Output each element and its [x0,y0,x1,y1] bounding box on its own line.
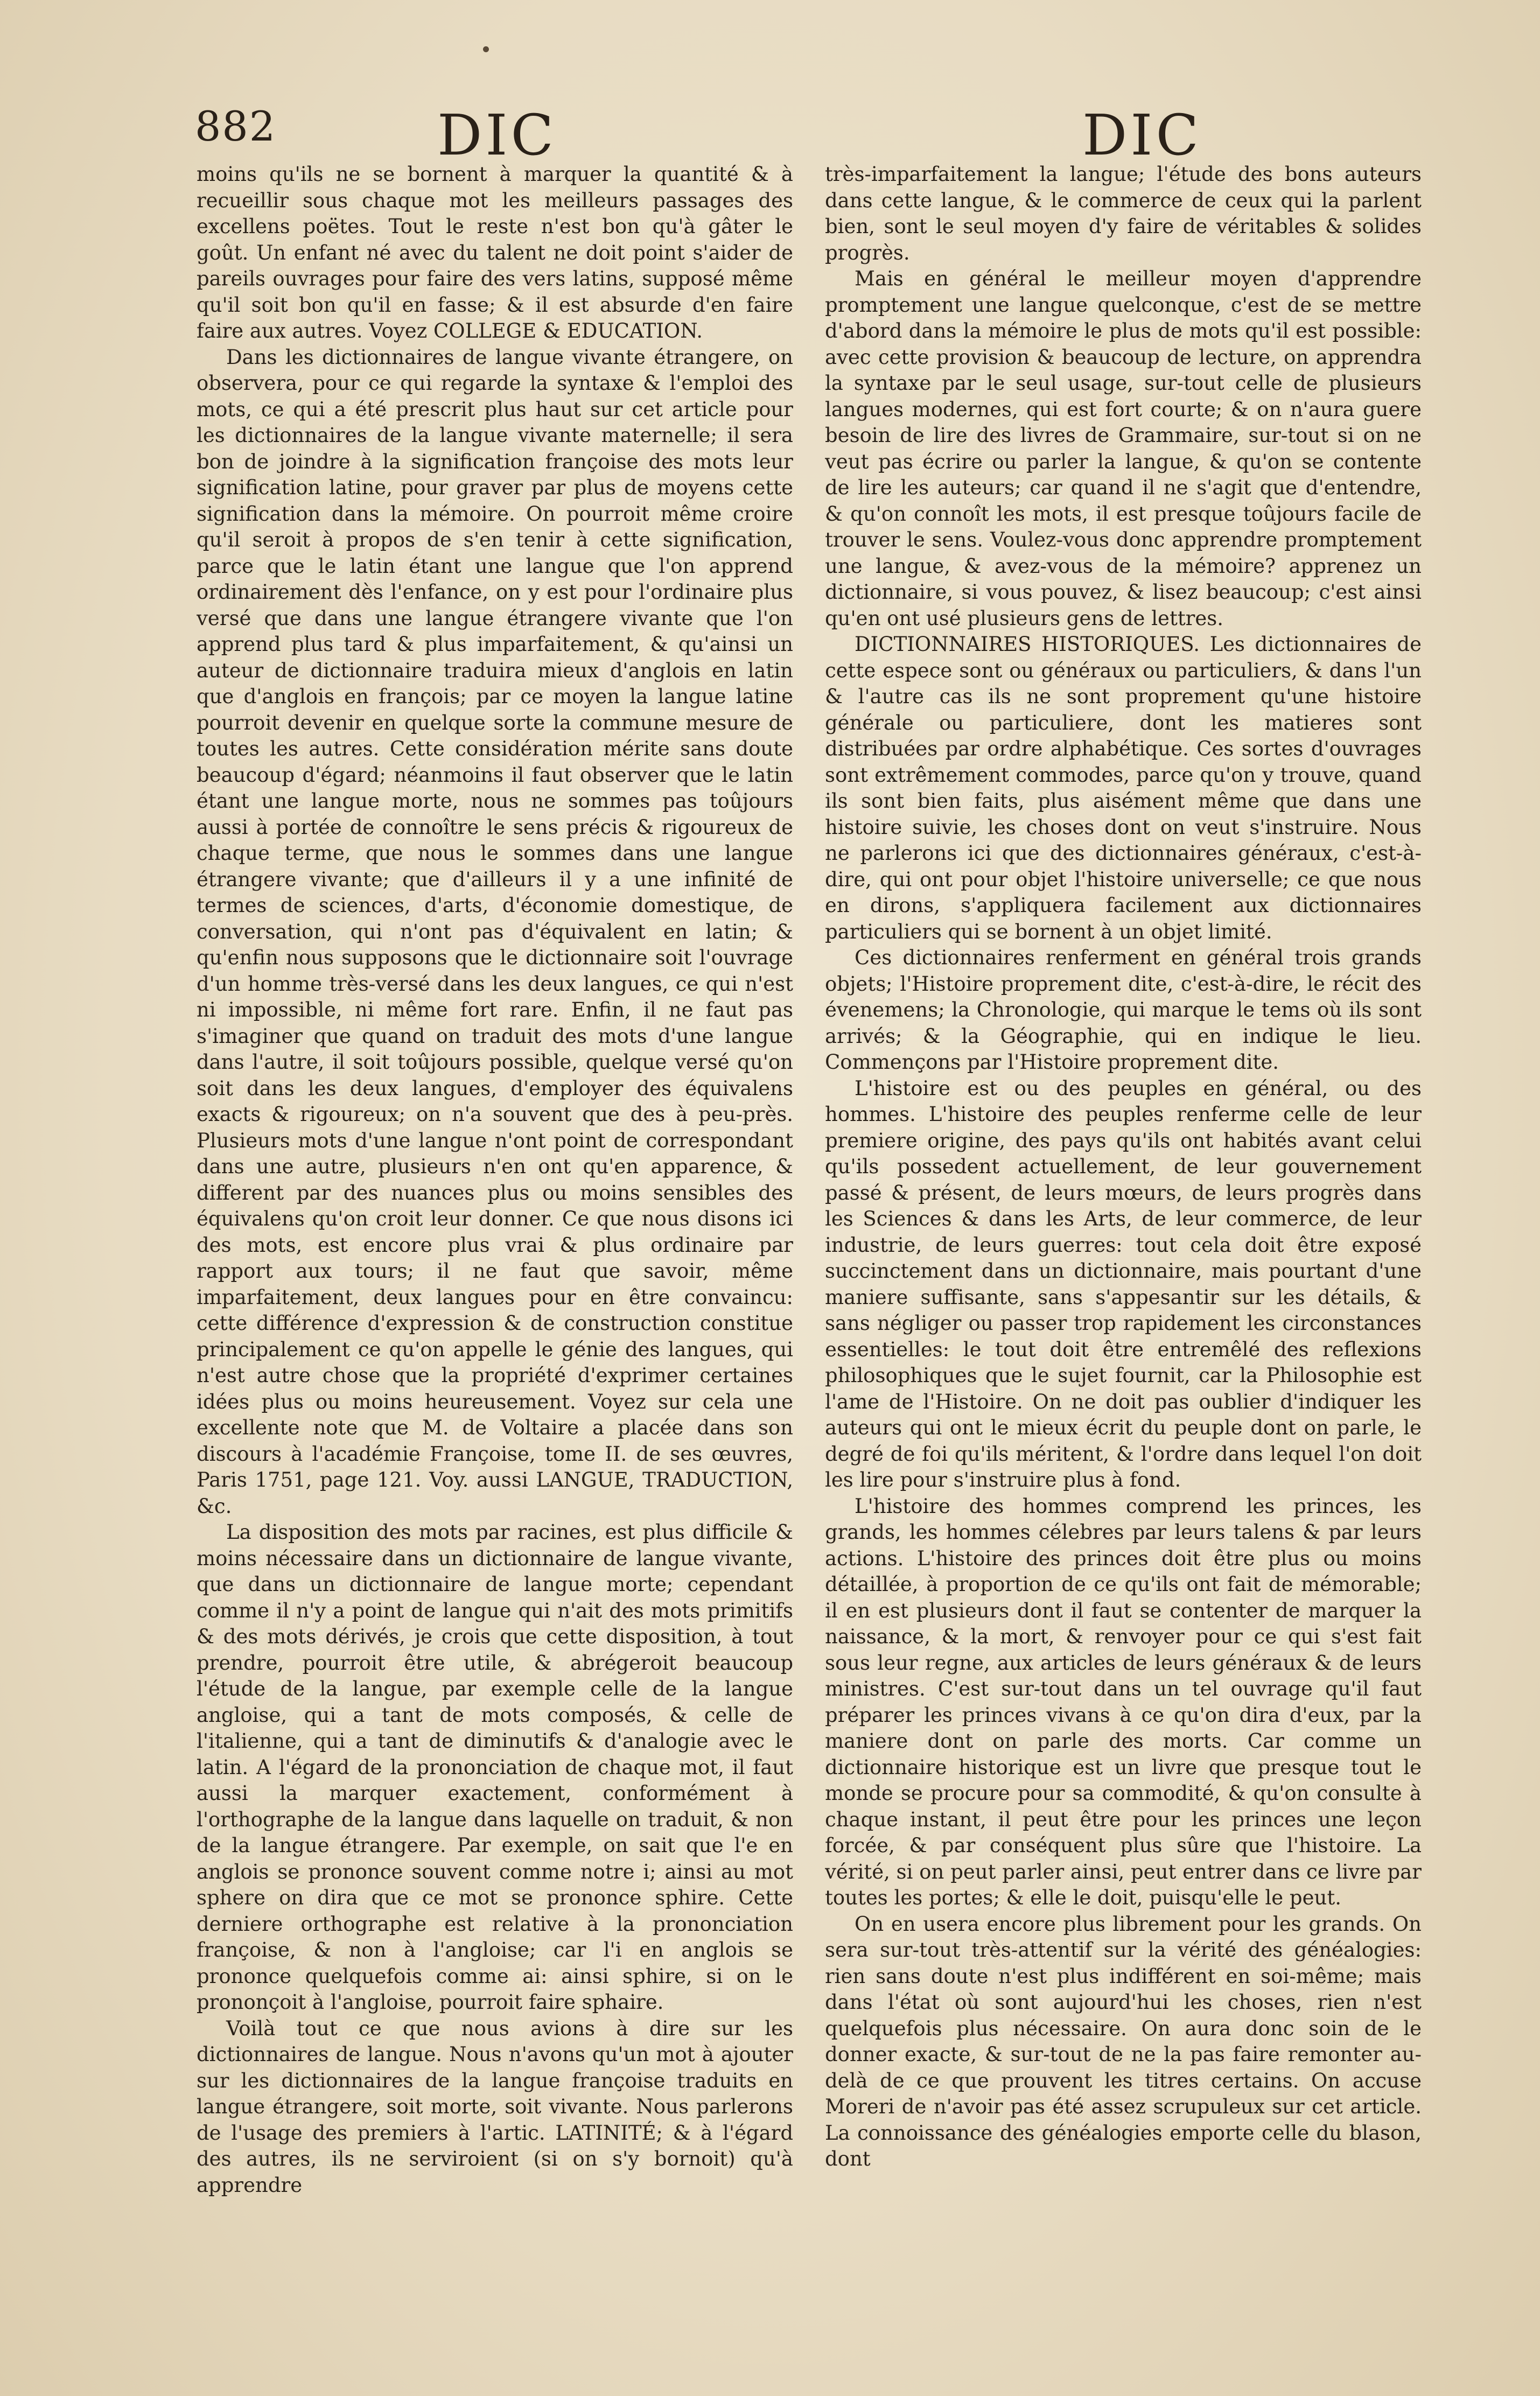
right-paragraph-2: Mais en général le meilleur moyen d'apprendre promptement une langue quelconque, c'est de se mettre d'abord dans la mémoire le plus de mots qu'il est possible: avec cette provision & beaucoup de lecture, on apprendra la syntaxe par le seul usage, sur-tout celle de plusieurs langues modernes, qui est fort courte; & on n'aura guere besoin de lire des livres de Grammaire, sur-tout si on ne veut pas écrire ou parler la langue, & qu'on se contente de lire les auteurs; car quand il ne s'agit que d'entendre, & qu'on connoît les mots, il est presque toûjours facile de trouver le sens. Voulez-vous donc apprendre promptement une langue, & avez-vous de la mémoire? apprenez un dictionnaire, si vous pouvez, & lisez beaucoup; c'est ainsi qu'en ont usé plusieurs gens de lettres. [825,267,1422,630]
left-paragraph-4: Voilà tout ce que nous avions à dire sur les dictionnaires de langue. Nous n'avons qu'un mot à ajouter sur les dictionnaires de la langue françoise traduits en langue étrangere, soit morte, soit vivante. Nous parlerons de l'usage des premiers à l'artic. LATINITÉ; & à l'égard des autres, ils ne serviroient (si on s'y bornoit) qu'à apprendre [197,2016,793,2197]
left-paragraph-1: moins qu'ils ne se bornent à marquer la quantité & à recueillir sous chaque mot les meilleurs passages des excellens poëtes. Tout le reste n'est bon qu'à gâter le goût. Un enfant né avec du talent ne doit point s'aider de pareils ouvrages pour faire des vers latins, supposé même qu'il soit bon qu'il en fasse; & il est absurde d'en faire faire aux autres. Voyez COLLEGE & EDUCATION. [197,163,793,342]
right-paragraph-5: L'histoire est ou des peuples en général, ou des hommes. L'histoire des peuples renferme celle de leur premiere origine, des pays qu'ils ont habités avant celui qu'ils possedent actuellement, de leur gouvernement passé & présent, de leurs mœurs, de leurs progrès dans les Sciences & dans les Arts, de leur commerce, de leur industrie, de leurs guerres: tout cela doit être exposé succinctement dans un dictionnaire, mais pourtant d'une maniere suffisante, sans s'appesantir sur les détails, & sans négliger ou passer trop rapidement les circonstances essentielles: le tout doit être entremêlé des reflexions philosophiques que le sujet fournit, car la Philosophie est l'ame de l'Histoire. On ne doit pas oublier d'indiquer les auteurs qui ont le mieux écrit du peuple dont on parle, le degré de foi qu'ils méritent, & l'ordre dans lequel l'on doit les lire pour s'instruire plus à fond. [825,1076,1422,1491]
right-paragraph-7: On en usera encore plus librement pour les grands. On sera sur-tout très-attentif sur la vérité des généalogies: rien sans doute n'est plus indifférent en soi-même; mais dans l'état où sont aujourd'hui les choses, rien n'est quelquefois plus nécessaire. On aura donc soin de le donner exacte, & sur-tout de ne la pas faire remonter au-delà de ce que prouvent les titres certains. On accuse Moreri de n'avoir pas été assez scrupuleux sur cet article. La connoissance des généalogies emporte celle du blason, dont [825,1912,1422,2170]
ink-spot [483,46,489,52]
page-number: 882 [195,102,277,150]
left-paragraph-2: Dans les dictionnaires de langue vivante étrangere, on observera, pour ce qui regarde la syntaxe & l'emploi des mots, ce qui a été prescrit plus haut sur cet article pour les dictionnaires de la langue vivante maternelle; il sera bon de joindre à la signification françoise des mots leur signification latine, pour graver par plus de moyens cette signification dans la mémoire. On pourroit même croire qu'il seroit à propos de s'en tenir à cette signification, parce que le latin étant une langue que l'on apprend ordinairement dès l'enfance, on y est pour l'ordinaire plus versé que dans une langue étrangere vivante que l'on apprend plus tard & plus imparfaitement, & qu'ainsi un auteur de dictionnaire traduira mieux d'anglois en latin que d'anglois en françois; par ce moyen la langue latine pourroit devenir en quelque sorte la commune mesure de toutes les autres. Cette considération mérite sans doute beaucoup d'égard; néanmoins il faut observer que le latin étant une langue morte, nous ne sommes pas toûjours aussi à portée de connoître le sens précis & rigoureux de chaque terme, que nous le sommes dans une langue étrangere vivante; que d'ailleurs il y a une infinité de termes de sciences, d'arts, d'économie domestique, de conversation, qui n'ont pas d'équivalent en latin; & qu'enfin nous supposons que le dictionnaire soit l'ouvrage d'un homme très-versé dans les deux langues, ce qui n'est ni impossible, ni même fort rare. Enfin, il ne faut pas s'imaginer que quand on traduit des mots d'une langue dans l'autre, il soit toûjours possible, quelque versé qu'on soit dans les deux langues, d'employer des équivalens exacts & rigoureux; on n'a souvent que des à peu-près. Plusieurs mots d'une langue n'ont point de correspondant dans une autre, plusieurs n'en ont qu'en apparence, & different par des nuances plus ou moins sensibles des équivalens qu'on croit leur donner. Ce que nous disons ici des mots, est encore plus vrai & plus ordinaire par rapport aux tours; il ne faut que savoir, même imparfaitement, deux langues pour en être convaincu: cette différence d'expression & de construction constitue principalement ce qu'on appelle le génie des langues, qui n'est autre chose que la propriété d'exprimer certaines idées plus ou moins heureusement. Voyez sur cela une excellente note que M. de Voltaire a placée dans son discours à l'académie Françoise, tome II. de ses œuvres, Paris 1751, page 121. Voy. aussi LANGUE, TRADUCTION, &c. [197,345,793,1518]
left-paragraph-3: La disposition des mots par racines, est plus difficile & moins nécessaire dans un dictionnaire de langue vivante, que dans un dictionnaire de langue morte; cependant comme il n'y a point de langue qui n'ait des mots primitifs & des mots dérivés, je crois que cette disposition, à tout prendre, pourroit être utile, & abrégeroit beaucoup l'étude de la langue, par exemple celle de la langue angloise, qui a tant de mots composés, & celle de l'italienne, qui a tant de diminutifs & d'analogie avec le latin. A l'égard de la prononciation de chaque mot, il faut aussi la marquer exactement, conformément à l'orthographe de la langue dans laquelle on traduit, & non de la langue étrangere. Par exemple, on sait que l'e en anglois se prononce souvent comme notre i; ainsi au mot sphere on dira que ce mot se prononce sphire. Cette derniere orthographe est relative à la prononciation françoise, & non à l'angloise; car l'i en anglois se prononce quelquefois comme ai: ainsi sphire, si on le prononçoit à l'angloise, pourroit faire sphaire. [197,1521,793,2014]
right-column [825,162,1422,2208]
left-column [197,162,793,2208]
right-paragraph-3: DICTIONNAIRES HISTORIQUES. Les dictionnaires de cette espece sont ou généraux ou particuliers, & dans l'un & l'autre cas ils ne sont proprement qu'une histoire générale ou particuliere, dont les matieres sont distribuées par ordre alphabétique. Ces sortes d'ouvrages sont extrêmement commodes, parce qu'on y trouve, quand ils sont bien faits, plus aisément même que dans une histoire suivie, les choses dont on veut s'instruire. Nous ne parlerons ici que des dictionnaires généraux, c'est-à-dire, qui ont pour objet l'histoire universelle; ce que nous en dirons, s'appliquera facilement aux dictionnaires particuliers qui se bornent à un objet limité. [825,633,1422,943]
page-header [0,102,1540,168]
running-head-left: DIC [437,102,557,168]
right-paragraph-6: L'histoire des hommes comprend les princes, les grands, les hommes célebres par leurs talens & par leurs actions. L'histoire des princes doit être plus ou moins détaillée, à proportion de ce qu'ils ont fait de mémorable; il en est plusieurs dont il faut se contenter de marquer la naissance, & la mort, & renvoyer pour ce qui s'est fait sous leur regne, aux articles de leurs généraux & de leurs ministres. C'est sur-tout dans un tel ouvrage qu'il faut préparer les princes vivans à ce qu'on dira d'eux, par la maniere dont on parle des morts. Car comme un dictionnaire historique est un livre que presque tout le monde se procure pour sa commodité, & qu'on consulte à chaque instant, il peut être pour les princes une leçon forcée, & par conséquent plus sûre que l'histoire. La vérité, si on peut parler ainsi, peut entrer dans ce livre par toutes les portes; & elle le doit, puisqu'elle le peut. [825,1494,1422,1909]
running-head-right: DIC [1082,102,1202,168]
right-paragraph-4: Ces dictionnaires renferment en général trois grands objets; l'Histoire proprement dite, c'est-à-dire, le récit des évenemens; la Chronologie, qui marque le tems où ils sont arrivés; & la Géographie, qui en indique le lieu. Commençons par l'Histoire proprement dite. [825,946,1422,1074]
right-paragraph-1: très-imparfaitement la langue; l'étude des bons auteurs dans cette langue, & le commerce de ceux qui la parlent bien, sont le seul moyen d'y faire de véritables & solides progrès. [825,163,1422,264]
